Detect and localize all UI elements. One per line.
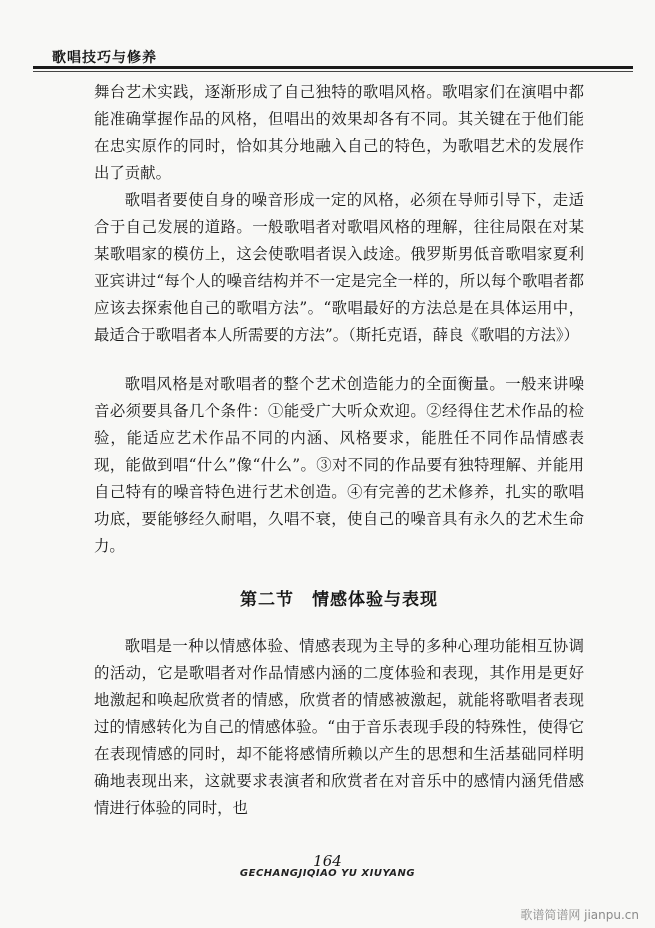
paragraph-3: 歌唱风格是对歌唱者的整个艺术创造能力的全面衡量。一般来讲噪音必须要具备几个条件：①能受广大听众欢迎。②经得住艺术作品的检验，能适应艺术作品不同的内涵、风格要求，能胜任不同作品情感表现，能做到唱“什么”像“什么”。③对不同的作品要有独特理解、并能用自己特有的噪音特色进行艺术创造。④有完善的艺术修养，扎实的歌唱功底，要能够经久耐唱，久唱不衰，使自己的噪音具有永久的艺术生命力。 xyxy=(94,375,584,555)
header-rule-thick xyxy=(33,66,633,69)
header-rule-thin xyxy=(33,71,633,72)
paragraph-1: 舞台艺术实践，逐渐形成了自己独特的歌唱风格。歌唱家们在演唱中都能准确掌握作品的风格，但唱出的效果却各有不同。其关键在于他们能在忠实原作的同时，恰如其分地融入自己的特色，为歌唱艺术的发展作出了贡献。 xyxy=(94,83,584,182)
paragraph-4: 歌唱是一种以情感体验、情感表现为主导的多种心理功能相互协调的活动，它是歌唱者对作品情感内涵的二度体验和表现，其作用是更好地激起和唤起欣赏者的情感，欣赏者的情感被激起，就能将歌唱者表现过的情感转化为自己的情感体验。“由于音乐表现手段的特殊性，使得它在表现情感的同时，却不能将感情所赖以产生的思想和生活基础同样明确地表现出来，这就要求表演者和欣赏者在对音乐中的感情内涵凭借感情进行体验的同时，也 xyxy=(94,637,584,817)
page-number: 164 xyxy=(313,852,342,870)
section-heading: 第二节 情感体验与表现 xyxy=(240,590,438,610)
footer-transliteration: GECHANGJIQIAO YU XIUYANG xyxy=(239,868,416,879)
paragraph-2: 歌唱者要使自身的噪音形成一定的风格，必须在导师引导下，走适合于自己发展的道路。一般歌唱者对歌唱风格的理解，往往局限在对某某歌唱家的模仿上，这会使歌唱者误入歧途。俄罗斯男低音歌唱家夏利亚宾讲过“每个人的噪音结构并不一定是完全一样的，所以每个歌唱者都应该去探索他自己的歌唱方法”。“歌唱最好的方法总是在具体运用中，最适合于歌唱者本人所需要的方法”。（斯托克语，薛良《歌唱的方法》） xyxy=(94,191,584,344)
watermark: 歌谱简谱网 jianpu.cn xyxy=(520,908,639,922)
running-head-title: 歌唱技巧与修养 xyxy=(52,50,157,66)
